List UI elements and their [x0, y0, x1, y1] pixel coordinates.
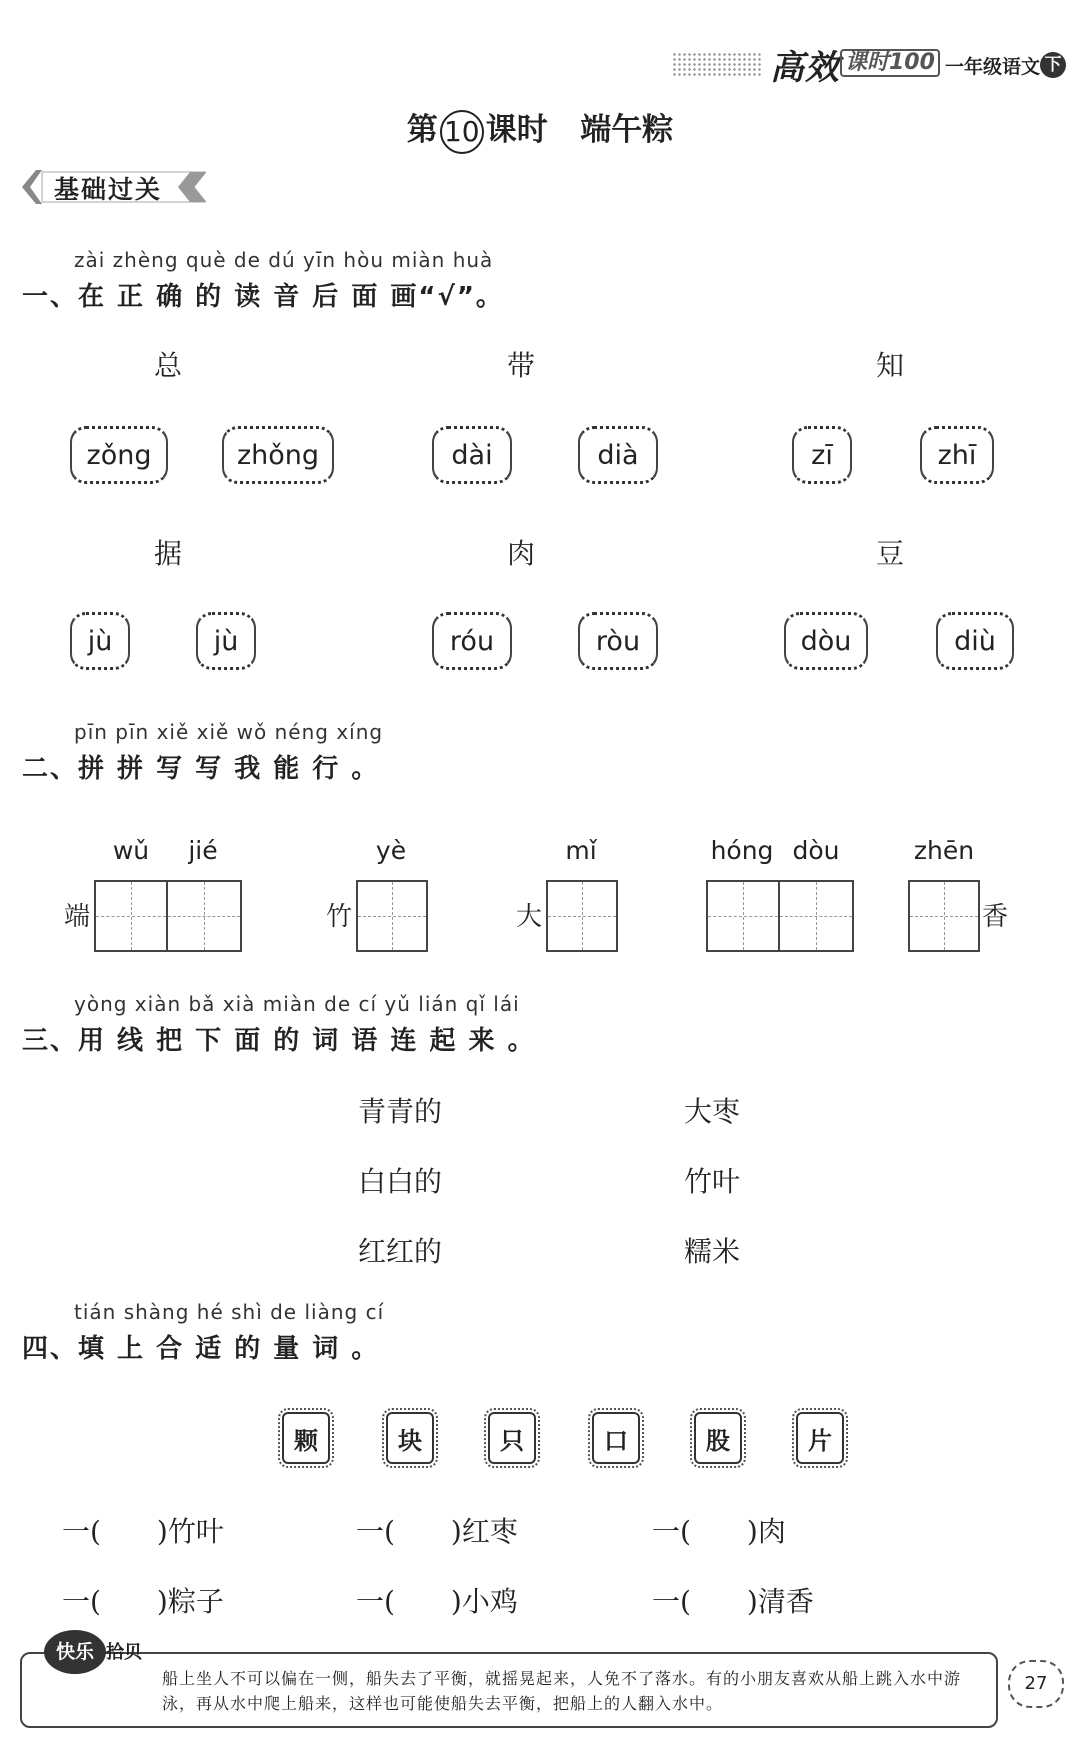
title-prefix: 第 [406, 112, 438, 148]
q1-pinyin: zài zhèng què de dú yīn hòu miàn huà [74, 248, 494, 272]
grid-pinyin: dòu [792, 836, 840, 865]
measure-word-chip: 股 [694, 1412, 742, 1464]
measure-word-chip: 块 [386, 1412, 434, 1464]
writing-grid[interactable] [908, 880, 980, 952]
q4-heading: 四、填 上 合 适 的 量 词 。 [22, 1334, 380, 1364]
tip-badge: 快乐 [44, 1630, 106, 1674]
measure-word-chip: 颗 [282, 1412, 330, 1464]
fill-blank-item[interactable]: 一( )小鸡 [356, 1585, 518, 1618]
grid-pinyin: hóng [710, 836, 774, 865]
grid-prefix-char: 竹 [326, 902, 353, 932]
match-left-word[interactable]: 青青的 [358, 1095, 443, 1128]
measure-word-chip: 口 [592, 1412, 640, 1464]
grid-pinyin: mǐ [565, 836, 597, 865]
section-title: 基础过关 [54, 175, 163, 204]
pinyin-option[interactable]: diù [936, 612, 1014, 670]
q2-heading: 二、拼 拼 写 写 我 能 行 。 [22, 754, 380, 784]
pinyin-option[interactable]: zǒng [70, 426, 168, 484]
q1-char: 豆 [875, 537, 904, 570]
q1-char: 知 [875, 349, 904, 382]
pinyin-option[interactable]: jù [70, 612, 130, 670]
fill-blank-item[interactable]: 一( )清香 [652, 1585, 814, 1618]
q3-heading: 三、用 线 把 下 面 的 词 语 连 起 来 。 [22, 1026, 536, 1056]
grid-pinyin: jié [188, 836, 218, 865]
writing-grid[interactable] [546, 880, 618, 952]
match-left-word[interactable]: 白白的 [358, 1165, 443, 1198]
q4-pinyin: tián shàng hé shì de liàng cí [74, 1300, 385, 1324]
pinyin-option[interactable]: ròu [578, 612, 658, 670]
volume-badge: 下 [1040, 52, 1066, 78]
fill-blank-item[interactable]: 一( )红枣 [356, 1515, 518, 1548]
pinyin-option[interactable]: róu [432, 612, 512, 670]
q1-char: 总 [153, 349, 182, 382]
lesson-number: 10 [440, 110, 484, 154]
tip-badge-label: 拾贝 [106, 1642, 142, 1663]
grid-pinyin: zhēn [913, 836, 975, 865]
fill-blank-item[interactable]: 一( )竹叶 [62, 1515, 224, 1548]
grid-prefix-char: 端 [64, 902, 91, 932]
brand-logo: 高效 [770, 48, 840, 88]
pinyin-option[interactable]: dài [432, 426, 512, 484]
grid-suffix-char: 香 [982, 902, 1009, 932]
fill-blank-item[interactable]: 一( )粽子 [62, 1585, 224, 1618]
q1-char: 据 [153, 537, 182, 570]
grid-pinyin: wǔ [112, 836, 150, 865]
pinyin-option[interactable]: zhī [920, 426, 994, 484]
q2-pinyin: pīn pīn xiě xiě wǒ néng xíng [74, 720, 384, 744]
q1-char: 带 [506, 349, 535, 382]
pinyin-option[interactable]: dòu [784, 612, 868, 670]
pinyin-option[interactable]: zhǒng [222, 426, 334, 484]
grade-label: 一年级语文 [945, 56, 1041, 78]
match-right-word[interactable]: 大枣 [684, 1095, 741, 1128]
grid-prefix-char: 大 [516, 902, 543, 932]
title-suffix: 课时 [485, 112, 548, 148]
tip-text: 船上坐人不可以偏在一侧，船失去了平衡，就摇晃起来，人免不了落水。有的小朋友喜欢从船上跳入水中游泳，再从水中爬上船来，这样也可能使船失去平衡，把船上的人翻入水中。 [162, 1669, 962, 1713]
q1-heading: 一、在 正 确 的 读 音 后 面 画“√”。 [22, 282, 504, 312]
q1-char: 肉 [506, 537, 535, 570]
writing-grid[interactable] [356, 880, 428, 952]
grid-pinyin: yè [375, 836, 407, 865]
match-right-word[interactable]: 糯米 [684, 1235, 741, 1268]
header-decoration [672, 52, 762, 78]
measure-word-chip: 片 [796, 1412, 844, 1464]
pinyin-option[interactable]: jù [196, 612, 256, 670]
writing-grid[interactable] [94, 880, 242, 952]
match-right-word[interactable]: 竹叶 [684, 1165, 741, 1198]
fill-blank-item[interactable]: 一( )肉 [652, 1515, 786, 1548]
lesson-name: 端午粽 [580, 112, 674, 148]
brand-series: 课时100 [840, 49, 940, 77]
pinyin-option[interactable]: zī [792, 426, 852, 484]
page-number: 27 [1008, 1660, 1064, 1708]
q3-pinyin: yòng xiàn bǎ xià miàn de cí yǔ lián qǐ lái [74, 992, 520, 1016]
match-left-word[interactable]: 红红的 [358, 1235, 443, 1268]
pinyin-option[interactable]: dià [578, 426, 658, 484]
writing-grid[interactable] [706, 880, 854, 952]
page-title [0, 104, 1080, 154]
measure-word-chip: 只 [488, 1412, 536, 1464]
